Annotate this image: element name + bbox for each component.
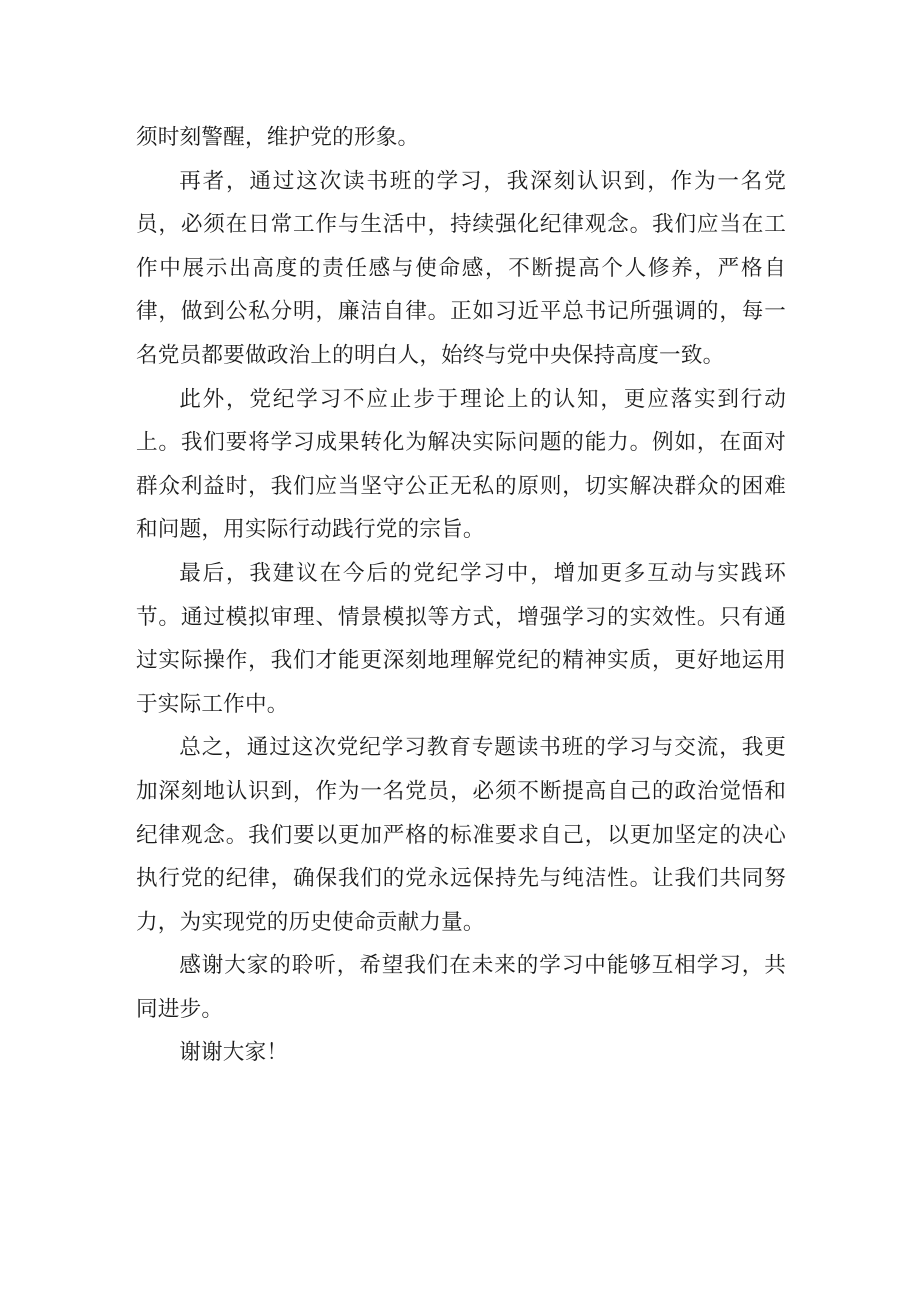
document-body	[136, 116, 786, 1075]
paragraph-continuation: 须时刻警醒，维护党的形象。	[136, 125, 420, 150]
paragraph-closing: 谢谢大家！	[179, 1040, 289, 1066]
paragraph-discipline-awareness: 再者，通过这次读书班的学习，我深刻认识到，作为一名党员，必须在日常工作与生活中，持续强化纪律观念。我们应当在工作中展示出高度的责任感与使命感，不断提高个人修养，严格自律，做到公私分明，廉洁自律。正如习近平总书记所强调的，每一名党员都要做政治上的明白人，始终与党中央保持高度一致。	[136, 168, 786, 368]
paragraph-summary: 总之，通过这次党纪学习教育专题读书班的学习与交流，我更加深刻地认识到，作为一名党员，必须不断提高自己的政治觉悟和纪律观念。我们要以更加严格的标准要求自己，以更加坚定的决心执行党的纪律，确保我们的党永远保持先与纯洁性。让我们共同努力，为实现党的历史使命贡献力量。	[136, 735, 786, 935]
paragraph-suggestion: 最后，我建议在今后的党纪学习中，增加更多互动与实践环节。通过模拟审理、情景模拟等方式，增强学习的实效性。只有通过实际操作，我们才能更深刻地理解党纪的精神实质，更好地运用于实际工作中。	[136, 560, 786, 717]
paragraph-action: 此外，党纪学习不应止步于理论上的认知，更应落实到行动上。我们要将学习成果转化为解决实际问题的能力。例如，在面对群众利益时，我们应当坚守公正无私的原则，切实解决群众的困难和问题，用实际行动践行党的宗旨。	[136, 386, 786, 543]
paragraph-thanks-listening: 感谢大家的聆听，希望我们在未来的学习中能够互相学习，共同进步。	[136, 953, 786, 1022]
